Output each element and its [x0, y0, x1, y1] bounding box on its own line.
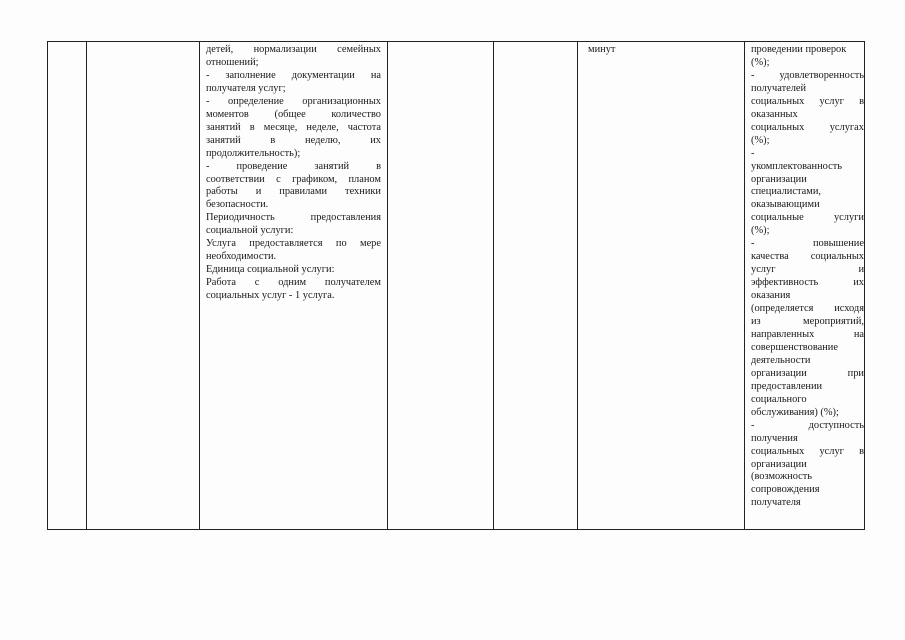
table-column-service-description	[199, 42, 387, 529]
text-line: Единица социальной услуги:	[206, 264, 335, 276]
text-line: продолжительность);	[206, 147, 301, 159]
text-line: предоставлении	[751, 380, 823, 392]
text-line: социальных услуг в	[751, 95, 864, 107]
text-line: - доступность	[751, 419, 864, 431]
text-line: (%);	[751, 56, 770, 68]
text-line: - заполнение документации на	[206, 69, 381, 81]
text-line: соответствии с графиком, планом	[206, 173, 381, 185]
text-line: -	[751, 147, 755, 159]
text-line: оказанных	[751, 108, 798, 120]
text-line: (возможность	[751, 471, 813, 483]
text-line: социальных услугах	[751, 121, 864, 133]
text-line: моментов (общее количество	[206, 108, 381, 120]
table-column-5	[493, 42, 577, 529]
text-line: из мероприятий,	[751, 316, 864, 328]
text-line: организации	[751, 458, 807, 470]
table-column-quality-indicators	[744, 42, 865, 529]
text-line: работы и правилами техники	[206, 186, 381, 198]
text-line: обслуживания) (%);	[751, 406, 839, 418]
text-line: проведении проверок	[751, 44, 847, 55]
text-line: услуг и	[751, 264, 864, 276]
text-line: необходимости.	[206, 251, 277, 263]
text-line: занятий в неделю, их	[206, 134, 381, 146]
text-line: (%);	[751, 225, 770, 237]
text-line: оказания	[751, 290, 791, 302]
text-line: социальных услуг - 1 услуга.	[206, 290, 335, 302]
text-line: Услуга предоставляется по мере	[206, 238, 381, 250]
table-column-duration	[577, 42, 744, 529]
text-line: сопровождения	[751, 484, 820, 496]
text-line: безопасности.	[206, 199, 269, 211]
text-line: получателя услуг;	[206, 82, 286, 94]
text-line: совершенствование	[751, 341, 838, 353]
text-line: Работа с одним получателем	[206, 277, 381, 289]
table-column-number	[47, 42, 86, 529]
text-line: эффективность их	[751, 277, 864, 289]
duration-text: минут	[588, 44, 616, 55]
text-line: организации	[751, 173, 807, 185]
text-line: специалистами,	[751, 186, 821, 198]
text-line: - повышение	[751, 238, 864, 250]
table-column-4	[387, 42, 493, 529]
services-table	[47, 41, 865, 530]
text-line: оказывающими	[751, 199, 820, 211]
text-line: социальной услуги:	[206, 225, 294, 237]
text-line: - удовлетворенность	[751, 69, 864, 81]
text-line: организации при	[751, 367, 864, 379]
text-line: социальных услуг в	[751, 445, 864, 457]
text-line: детей, нормализации семейных	[206, 44, 381, 55]
text-line: (%);	[751, 134, 770, 146]
text-line: получателя	[751, 497, 801, 509]
text-line: занятий в месяце, неделе, частота	[206, 121, 381, 133]
text-line: получения	[751, 432, 798, 444]
text-line: (определяется исходя	[751, 303, 864, 315]
text-line: социальные услуги	[751, 212, 864, 224]
text-line: направленных на	[751, 328, 864, 340]
text-line: - проведение занятий в	[206, 160, 381, 172]
text-line: Периодичность предоставления	[206, 212, 381, 224]
text-line: социального	[751, 393, 807, 405]
text-line: получателей	[751, 82, 807, 94]
text-line: - определение организационных	[206, 95, 381, 107]
quality-indicators-text	[751, 44, 864, 510]
text-line: отношений;	[206, 56, 259, 68]
text-line: качества социальных	[751, 251, 864, 263]
service-description-text	[206, 44, 381, 303]
text-line: деятельности	[751, 354, 811, 366]
text-line: укомплектованность	[751, 160, 843, 172]
table-column-service-name	[86, 42, 199, 529]
